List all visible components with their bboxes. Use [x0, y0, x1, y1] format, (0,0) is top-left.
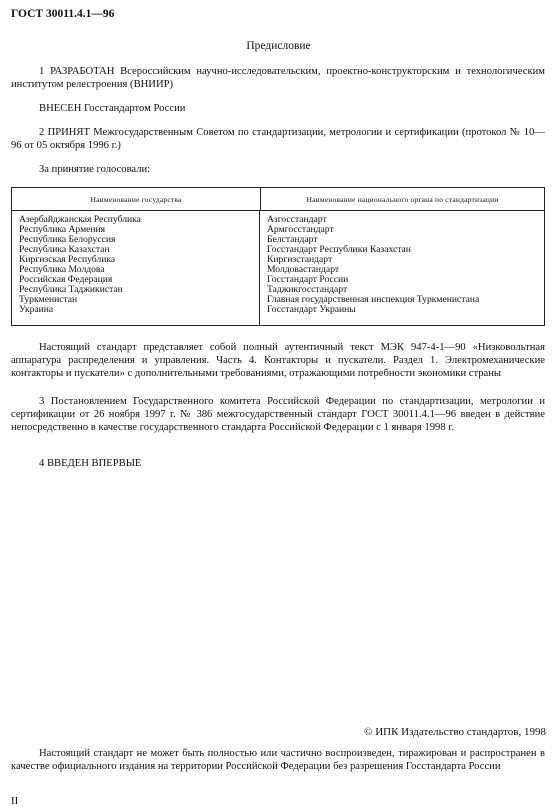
- table-cell-state: Республика Молдова: [19, 263, 105, 275]
- table-cell-body: Киргизстандарт: [267, 253, 333, 265]
- table-cell-state: Республика Белоруссия: [19, 233, 116, 245]
- table-cell-body: Армгосстандарт: [267, 223, 334, 235]
- table-cell-state: Украина: [19, 303, 54, 315]
- table-cell-state: Киргизская Республика: [19, 253, 116, 265]
- table-header-state: Наименование государства: [12, 188, 261, 210]
- table-cell-body: Главная государственная инспекция Туркменистана: [267, 293, 480, 305]
- paragraph-developed: 1 РАЗРАБОТАН Всероссийским научно-исследовательским, проектно-конструкторским и технологическим институтом релестроения (ВНИИР): [11, 66, 545, 90]
- page-title: Предисловие: [246, 40, 311, 52]
- table-header: [12, 188, 544, 211]
- table-cell-body: Белстандарт: [267, 233, 318, 245]
- table-body: [12, 211, 544, 326]
- paragraph-introduced: 4 ВВЕДЕН ВПЕРВЫЕ: [39, 458, 142, 469]
- table-cell-body: Азгосстандарт: [267, 214, 327, 225]
- table-cell-state: Азербайджанская Республика: [19, 214, 141, 225]
- table-cell-body: Госстандарт Украины: [267, 303, 356, 315]
- table-cell-state: Республика Армения: [19, 223, 106, 235]
- table-cell-body: Таджикгосстандарт: [267, 283, 348, 295]
- page-number: II: [11, 795, 19, 807]
- table-cell-body: Госстандарт Республики Казахстан: [267, 243, 411, 255]
- state-column: [12, 211, 260, 326]
- table-cell-state: Российская Федерация: [19, 273, 113, 285]
- paragraph-adopted: 2 ПРИНЯТ Межгосударственным Советом по стандартизации, метрологии и сертификации (протокол № 10—96 от 05 октября 1996 г.): [11, 127, 545, 151]
- table-cell-state: Республика Таджикистан: [19, 283, 123, 295]
- copyright-notice: © ИПК Издательство стандартов, 1998: [364, 726, 546, 738]
- voting-table: [11, 187, 545, 326]
- paragraph-reproduction-notice: Настоящий стандарт не может быть полностью или частично воспроизведен, тиражирован и распространен в качестве официального издания на территории Российской Федерации без разрешения Госстандарта России: [11, 748, 545, 772]
- table-cell-state: Республика Казахстан: [19, 243, 110, 255]
- paragraph-voted: За принятие голосовали:: [39, 164, 151, 175]
- table-cell-body: Госстандарт России: [267, 273, 349, 285]
- table-cell-state: Туркменистан: [19, 293, 78, 305]
- body-column: [260, 211, 544, 326]
- table-header-body: Наименование национального органа по стандартизации: [306, 194, 499, 204]
- document-code: ГОСТ 30011.4.1—96: [11, 8, 115, 20]
- paragraph-submitted: ВНЕСЕН Госстандартом России: [39, 103, 186, 114]
- paragraph-authentic-text: Настоящий стандарт представляет собой полный аутентичный текст МЭК 947-4-1—90 «Низковольтная аппаратура распределения и управления. Часть 4. Контакторы и пускатели. Раздел 1. Электромеханические контакторы и пускатели» с дополнительными требованиями, отражающими потребности экономики страны: [11, 342, 545, 379]
- paragraph-resolution: 3 Постановлением Государственного комитета Российской Федерации по стандартизации, метрологии и сертификации от 26 ноября 1997 г. № 386 межгосударственный стандарт ГОСТ 30011.4.1—96 введен в действие непосредственно в качестве государственного стандарта Российской Федерации с 1 января 1998 г.: [11, 396, 545, 433]
- table-cell-body: Молдовастандарт: [267, 263, 340, 275]
